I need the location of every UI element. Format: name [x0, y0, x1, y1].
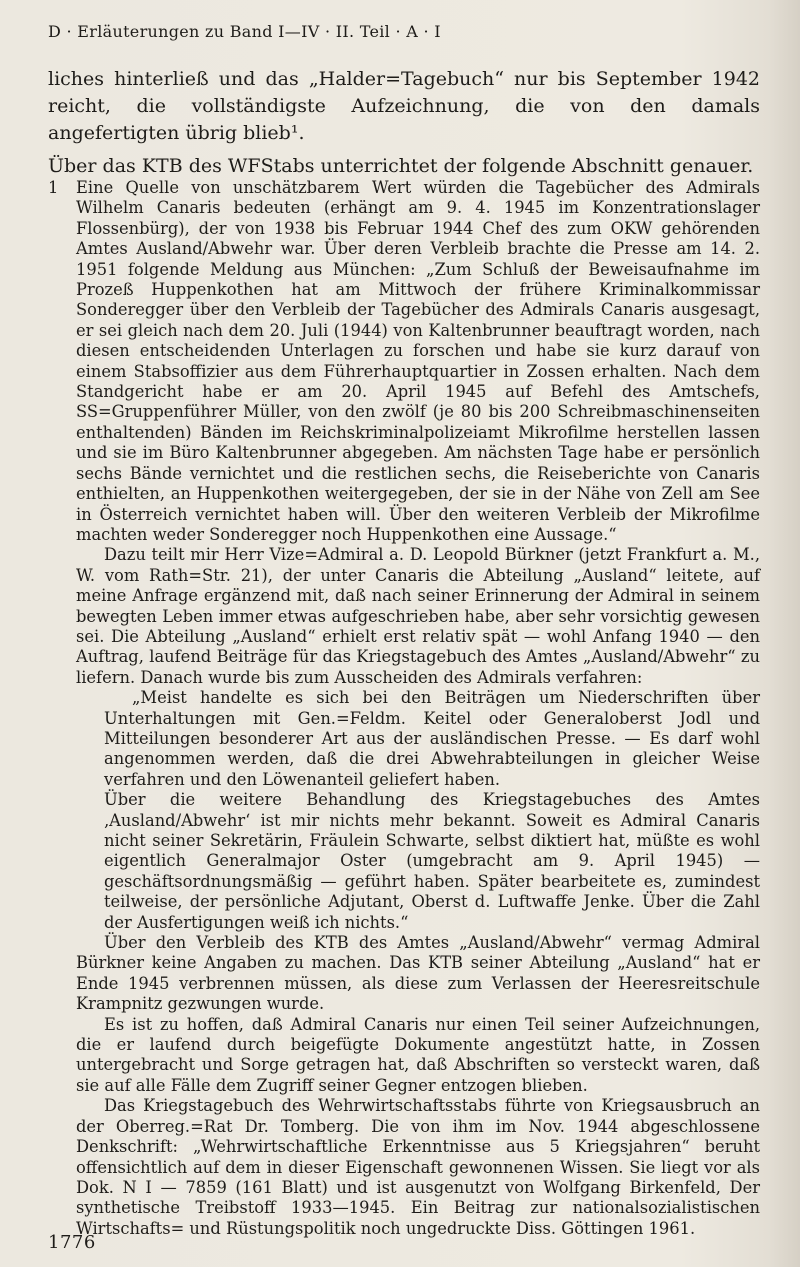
- main-paragraph: Über das KTB des WFStabs unterrichtet der folgende Abschnitt genauer.: [48, 155, 754, 177]
- footnote-paragraph: Über den Verbleib des KTB des Amtes „Ausland/Abwehr“ vermag Admiral Bürkner keine Angaben zu machen. Das KTB seiner Abteilung „Ausland“ hat er Ende 1945 verbrennen müssen, als diese zum Verlassen der Heeresreitschule Krampnitz gezwungen wurde.: [76, 933, 760, 1014]
- footnote-quote-paragraph: „Meist handelte es sich bei den Beiträgen um Niederschriften über Unterhaltungen mit Gen.=Feldm. Keitel oder Generaloberst Jodl und Mitteilungen besonderer Art aus der ausländischen Presse. — Es darf wohl angenommen werden, daß die drei Abwehrabteilungen in gleicher Weise verfahren und den Löwenanteil geliefert haben.: [104, 688, 760, 789]
- footnote-paragraph: Es ist zu hoffen, daß Admiral Canaris nur einen Teil seiner Aufzeichnungen, die er laufend durch beigefügte Dokumente angestützt hatte, in Zossen untergebracht und Sorge getragen hat, daß Abschriften so versteckt waren, daß sie auf alle Fälle dem Zugriff seiner Gegner entzogen blieben.: [76, 1014, 760, 1095]
- footnote-block: [48, 178, 760, 1239]
- running-head: D · Erläuterungen zu Band I—IV · II. Teil · A · I: [48, 22, 441, 41]
- footnote-quote-paragraph: Über die weitere Behandlung des Kriegstagebuches des Amtes ‚Ausland/Abwehr‘ ist mir nichts mehr bekannt. Soweit es Admiral Canaris nicht seiner Sekretärin, Fräulein Schwarte, selbst diktiert hat, müßte es wohl eigentlich Generalmajor Oster (umgebracht am 9. April 1945) — geschäftsordnungsmäßig — geführt haben. Später bearbeitete es, zumindest teilweise, der persönliche Adjutant, Oberst d. Luftwaffe Jenke. Über die Zahl der Ausfertigungen weiß ich nichts.“: [104, 790, 760, 932]
- main-paragraph: liches hinterließ und das „Halder=Tagebuch“ nur bis September 1942 reicht, die vollständigste Aufzeichnung, die von den damals angefertigten übrig blieb¹.: [48, 68, 760, 144]
- page-number: 1776: [48, 1232, 96, 1253]
- footnote-paragraph: Dazu teilt mir Herr Vize=Admiral a. D. Leopold Bürkner (jetzt Frankfurt a. M., W. vom Rath=Str. 21), der unter Canaris die Abteilung „Ausland“ leitete, auf meine Anfrage ergänzend mit, daß nach seiner Erinnerung der Admiral in seinem bewegten Leben immer etwas aufgeschrieben habe, aber sehr vorsichtig gewesen sei. Die Abteilung „Ausland“ erhielt erst relativ spät — wohl Anfang 1940 — den Auftrag, laufend Beiträge für das Kriegstagebuch des Amtes „Ausland/Abwehr“ zu liefern. Danach wurde bis zum Ausscheiden des Admirals verfahren:: [76, 545, 760, 687]
- footnote-paragraph: Das Kriegstagebuch des Wehrwirtschaftsstabs führte von Kriegsausbruch an der Oberreg.=Rat Dr. Tomberg. Die von ihm im Nov. 1944 abgeschlossene Denkschrift: „Wehrwirtschaftliche Erkenntnisse aus 5 Kriegsjahren“ beruht offensichtlich auf dem in dieser Eigenschaft gewonnenen Wissen. Sie liegt vor als Dok. N I — 7859 (161 Blatt) und ist ausgenutzt von Wolfgang Birkenfeld, Der synthetische Treibstoff 1933—1945. Ein Beitrag zur nationalsozialistischen Wirtschafts= und Rüstungspolitik noch ungedruckte Diss. Göttingen 1961.: [76, 1096, 760, 1238]
- footnote-content: [76, 178, 760, 1239]
- footnote-paragraph: Eine Quelle von unschätzbarem Wert würden die Tagebücher des Admirals Wilhelm Canaris bedeuten (erhängt am 9. 4. 1945 im Konzentrationslager Flossenbürg), der von 1938 bis Februar 1944 Chef des zum OKW gehörenden Amtes Ausland/Abwehr war. Über deren Verbleib brachte die Presse am 14. 2. 1951 folgende Meldung aus München: „Zum Schluß der Beweisaufnahme im Prozeß Huppenkothen hat am Mittwoch der frühere Kriminalkommissar Sonderegger über den Verbleib der Tagebücher des Admirals Canaris ausgesagt, er sei gleich nach dem 20. Juli (1944) von Kaltenbrunner beauftragt worden, nach diesen entscheidenden Unterlagen zu forschen und habe sie kurz darauf von einem Stabsoffizier aus dem Führerhauptquartier in Zossen erhalten. Nach dem Standgericht habe er am 20. April 1945 auf Befehl des Amtschefs, SS=Gruppenführer Müller, von den zwölf (je 80 bis 200 Schreibmaschinenseiten enthaltenden) Bänden im Reichskriminalpolizeiamt Mikrofilme herstellen lassen und sie im Büro Kaltenbrunner abgegeben. Am nächsten Tage habe er persönlich sechs Bände vernichtet und die restlichen sechs, die Reiseberichte von Canaris enthielten, an Huppenkothen weitergegeben, der sie in der Nähe von Zell am See in Österreich vernichtet haben will. Über den weiteren Verbleib der Mikrofilme machten weder Sonderegger noch Huppenkothen eine Aussage.“: [76, 178, 760, 544]
- footnote-number: 1: [48, 178, 59, 197]
- main-text: [48, 66, 760, 186]
